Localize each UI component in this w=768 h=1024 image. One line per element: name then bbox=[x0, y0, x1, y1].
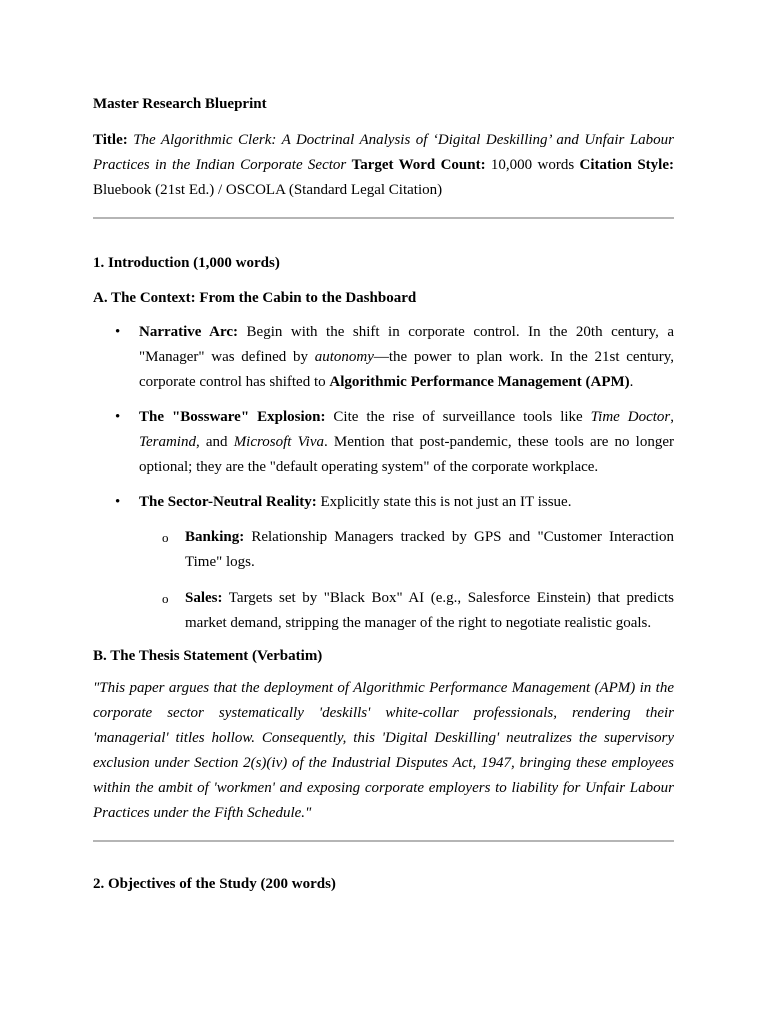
document-meta bbox=[93, 128, 674, 203]
document-title: Master Research Blueprint bbox=[93, 96, 267, 112]
bossware-label: The "Bossware" Explosion: bbox=[139, 409, 326, 425]
bullet-marker: • bbox=[115, 494, 121, 510]
narrative-strong-1: Algorithmic Performance Management (APM) bbox=[329, 374, 630, 390]
bullet-marker: • bbox=[115, 409, 121, 425]
banking-text: Relationship Managers tracked by GPS and "Customer Interaction Time" logs. bbox=[185, 529, 674, 570]
bossware-em-3: Microsoft Viva bbox=[233, 434, 324, 450]
thesis-quote: "This paper argues that the deployment of Algorithmic Performance Management (APM) in the corporate sector systematically 'deskills' white-collar professionals, rendering their 'managerial' titles hollow. Consequently, this 'Digital Deskilling' neutralizes the supervisory exclusion under Section 2(s)(iv) of the Industrial Disputes Act, 1947, bringing these employees within the ambit of 'workmen' and exposing corporate employers to liability for Unfair Labour Practices under the Fifth Schedule." bbox=[93, 680, 674, 821]
section-1-heading: 1. Introduction (1,000 words) bbox=[93, 255, 280, 271]
sub-bullet-marker: o bbox=[162, 591, 169, 606]
document-page bbox=[93, 94, 674, 894]
bullet-marker: • bbox=[115, 324, 121, 340]
sales-text: Targets set by "Black Box" AI (e.g., Salesforce Einstein) that predicts market demand, stripping the manager of the right to negotiate realistic goals. bbox=[185, 590, 674, 631]
citation-label: Citation Style: bbox=[579, 157, 674, 173]
word-count-label: Target Word Count: bbox=[351, 157, 486, 173]
title-value: The Algorithmic Clerk: A Doctrinal Analysis of ‘Digital Deskilling’ and Unfair Labour Practices in the Indian Corporate Sector bbox=[93, 132, 675, 173]
narrative-em-1: autonomy bbox=[314, 349, 374, 365]
bullet-sector-neutral bbox=[93, 490, 674, 515]
sector-text-1: Explicitly state this is not just an IT issue. bbox=[316, 494, 572, 510]
word-count-value: 10,000 words bbox=[490, 157, 575, 173]
section-1a-heading: A. The Context: From the Cabin to the Dashboard bbox=[93, 290, 417, 306]
narrative-text-2: —the power to plan work. In the 21st century, corporate control has shifted to bbox=[139, 349, 675, 390]
divider-middle bbox=[93, 840, 674, 842]
bossware-text-4: . Mention that post-pandemic, these tools are no longer optional; they are the "default operating system" of the corporate workplace. bbox=[139, 434, 674, 475]
sector-label: The Sector-Neutral Reality: bbox=[139, 494, 317, 510]
sub-bullet-sales bbox=[93, 586, 674, 636]
title-label: Title: bbox=[93, 132, 128, 148]
bossware-em-1: Time Doctor bbox=[590, 409, 671, 425]
section-1b-heading: B. The Thesis Statement (Verbatim) bbox=[93, 648, 323, 664]
narrative-label: Narrative Arc: bbox=[139, 324, 239, 340]
bossware-text-1: Cite the rise of surveillance tools like bbox=[325, 409, 591, 425]
bossware-em-2: Teramind bbox=[139, 434, 196, 450]
bullet-narrative-arc bbox=[93, 320, 674, 395]
banking-label: Banking: bbox=[185, 529, 245, 545]
section-2-heading: 2. Objectives of the Study (200 words) bbox=[93, 876, 336, 892]
sub-bullet-banking bbox=[93, 525, 674, 575]
sub-bullet-marker: o bbox=[162, 530, 169, 545]
citation-value: Bluebook (21st Ed.) / OSCOLA (Standard Legal Citation) bbox=[93, 182, 443, 198]
narrative-text-1: Begin with the shift in corporate control. In the 20th century, a "Manager" was defined by bbox=[139, 324, 675, 365]
bullet-bossware bbox=[93, 405, 674, 480]
divider-top bbox=[93, 217, 674, 219]
sales-label: Sales: bbox=[185, 590, 223, 606]
narrative-text-3: . bbox=[629, 374, 634, 390]
bossware-text-3: , and bbox=[195, 434, 234, 450]
bossware-text-2: , bbox=[670, 409, 675, 425]
